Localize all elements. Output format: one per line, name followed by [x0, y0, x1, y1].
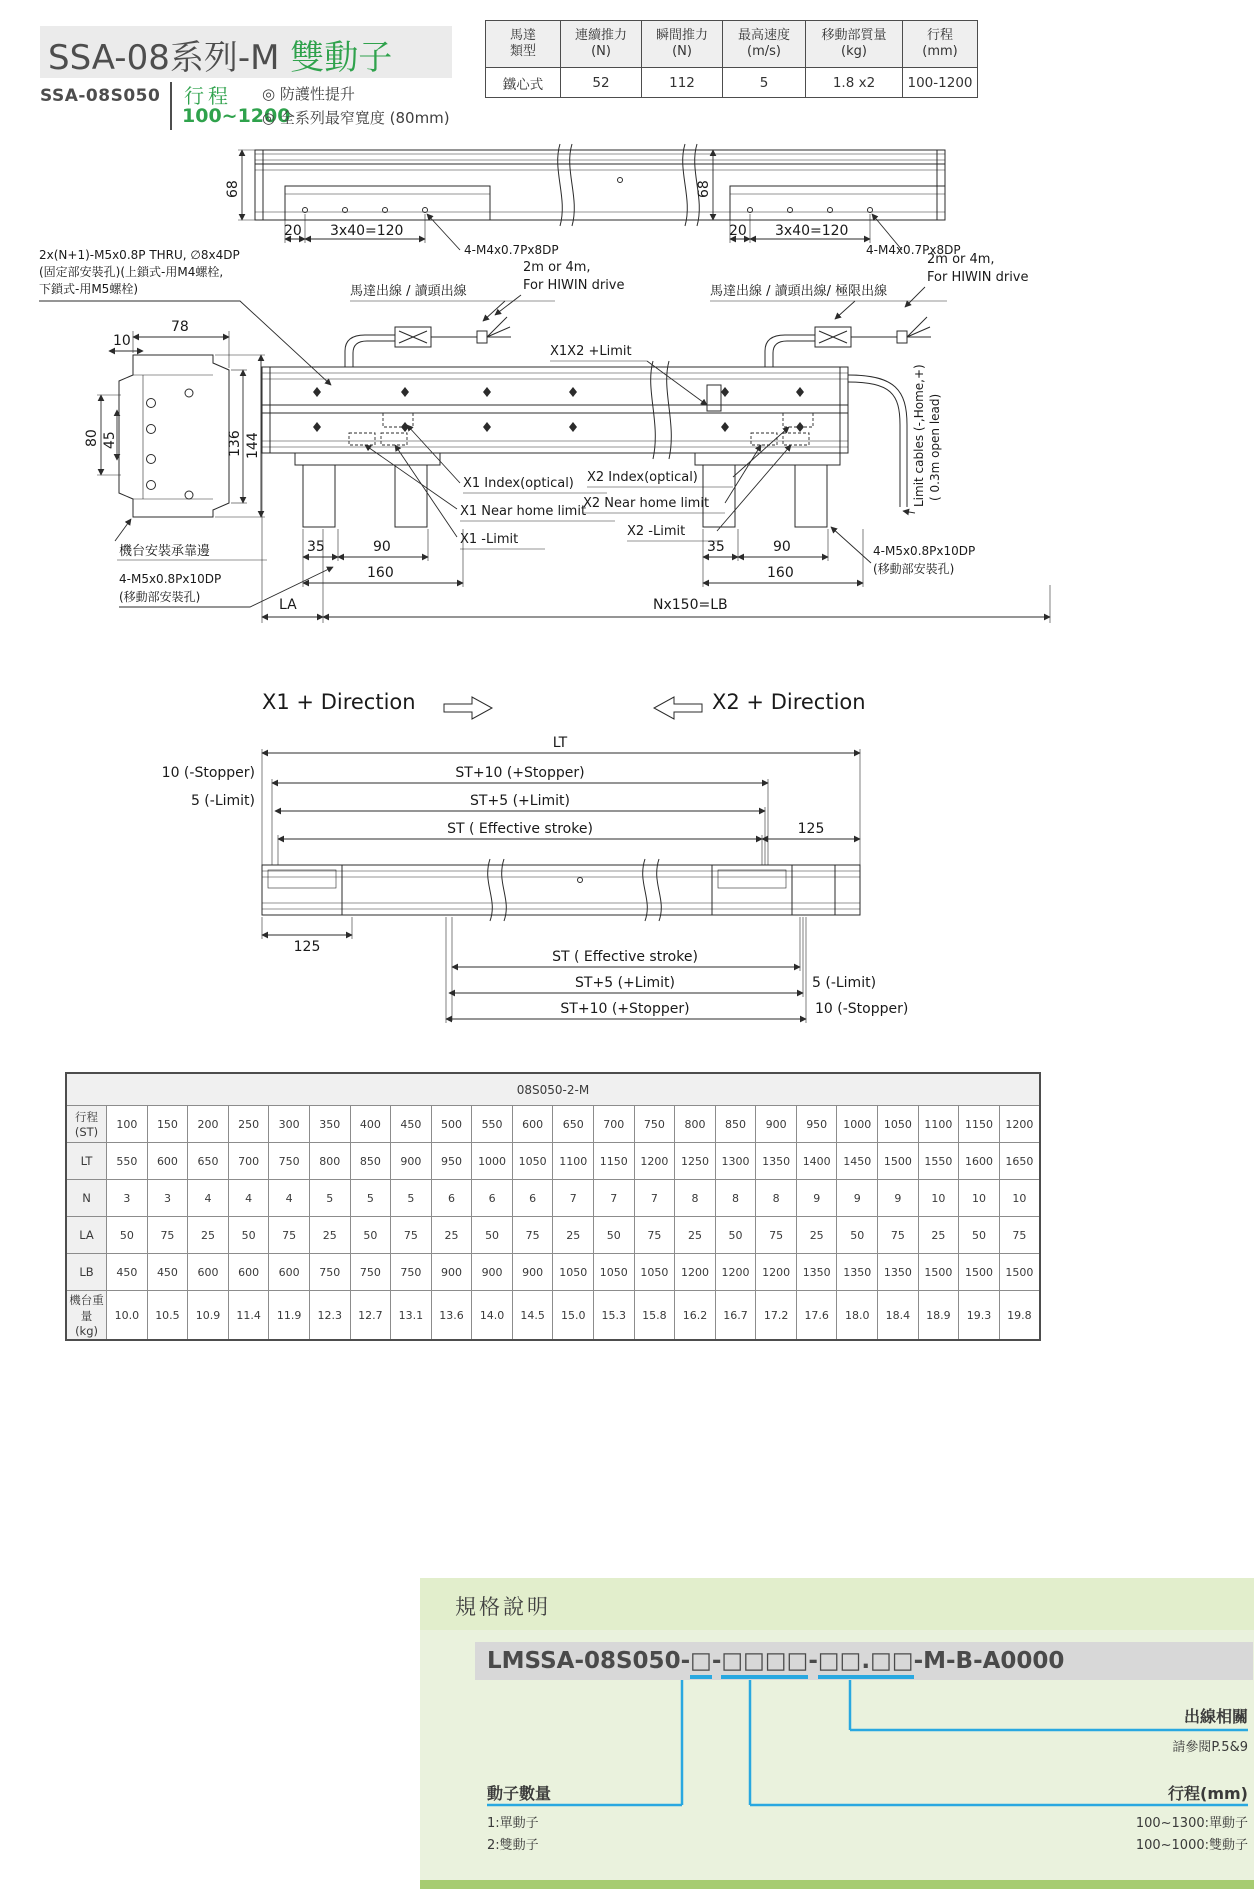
model-code-text: -: [711, 1648, 722, 1674]
table-cell: 900: [756, 1106, 797, 1143]
table-cell: 550: [107, 1143, 148, 1180]
svg-text:ST+10 (+Stopper): ST+10 (+Stopper): [560, 1001, 690, 1017]
cable-option-title: 出線相關: [1183, 1707, 1248, 1726]
svg-text:3x40=120: 3x40=120: [330, 223, 404, 239]
table-cell: 1500: [959, 1254, 1000, 1291]
table-cell: 75: [756, 1217, 797, 1254]
svg-text:144: 144: [245, 432, 261, 459]
table-cell: 75: [878, 1217, 919, 1254]
table-cell: 50: [228, 1217, 269, 1254]
table-cell: 9: [878, 1180, 919, 1217]
cable-assembly-right: [765, 317, 931, 367]
svg-text:ST ( Effective stroke): ST ( Effective stroke): [447, 821, 593, 837]
svg-text:X2 Index(optical): X2 Index(optical): [587, 470, 698, 485]
dimension-table-body: [66, 1106, 1040, 1341]
svg-text:Limit cables (-,Home,+): Limit cables (-,Home,+): [912, 364, 926, 507]
table-cell: 1500: [918, 1254, 959, 1291]
table-cell: 600: [147, 1143, 188, 1180]
series-suffix: 雙動子: [290, 38, 393, 78]
table-cell: 50: [472, 1217, 513, 1254]
svg-text:125: 125: [293, 939, 321, 955]
table-cell: 18.9: [918, 1291, 959, 1341]
table-cell: 7: [553, 1180, 594, 1217]
svg-text:Nx150=LB: Nx150=LB: [653, 597, 728, 613]
table-cell: 4: [188, 1180, 229, 1217]
table-cell: 19.8: [999, 1291, 1040, 1341]
table-cell: 1350: [837, 1254, 878, 1291]
dim-125-left: [262, 917, 352, 955]
model-name: SSA-08S050: [40, 86, 161, 106]
svg-text:20: 20: [729, 223, 747, 239]
stroke-diagram: [100, 735, 1100, 1035]
sensor-dims-right: [703, 529, 863, 587]
table-cell: 1100: [918, 1106, 959, 1143]
svg-text:20: 20: [284, 223, 302, 239]
stroke-option-title: 行程(mm): [1168, 1784, 1248, 1803]
spec-panel: [420, 1578, 1254, 1889]
table-cell: 1400: [796, 1143, 837, 1180]
spec-header-mover-mass: 移動部質量 (kg): [806, 21, 903, 68]
table-cell: 950: [796, 1106, 837, 1143]
table-cell: 1100: [553, 1143, 594, 1180]
rail-outline: [255, 150, 945, 220]
table-cell: 14.0: [472, 1291, 513, 1341]
table-cell: 25: [431, 1217, 472, 1254]
table-cell: 12.3: [309, 1291, 350, 1341]
spec-max-speed: 5: [723, 68, 806, 98]
svg-text:160: 160: [767, 565, 794, 581]
feature-bullet-1: ◎ 防護性提升: [262, 85, 355, 103]
table-cell: 850: [715, 1106, 756, 1143]
table-cell: 850: [350, 1143, 391, 1180]
table-cell: 750: [269, 1143, 310, 1180]
table-cell: 50: [715, 1217, 756, 1254]
effective-dim-top: [278, 821, 762, 865]
table-cell: 17.2: [756, 1291, 797, 1341]
limit-cable-right: [848, 364, 942, 513]
table-cell: 15.8: [634, 1291, 675, 1341]
table-cell: 250: [228, 1106, 269, 1143]
svg-text:125: 125: [797, 821, 825, 837]
table-cell: 7: [634, 1180, 675, 1217]
model-code-box-segment: □□□□: [721, 1648, 808, 1679]
sensor-dims-left: [303, 529, 463, 587]
table-cell: 350: [309, 1106, 350, 1143]
mover-right: [695, 453, 840, 527]
stroke-option-1: 100~1300:單動子: [1135, 1816, 1248, 1831]
table-cell: 11.9: [269, 1291, 310, 1341]
x2-sensor-labels: [583, 427, 791, 541]
table-cell: 1350: [796, 1254, 837, 1291]
carriage-left: [285, 186, 490, 220]
table-cell: 25: [796, 1217, 837, 1254]
mover-count-title: 動子數量: [487, 1784, 552, 1803]
table-row: [66, 1180, 1040, 1217]
height-dim-left: [225, 150, 257, 220]
rail-body: [262, 361, 848, 459]
spec-header-row: [486, 21, 978, 68]
table-cell: 4: [269, 1180, 310, 1217]
table-cell: 1250: [675, 1143, 716, 1180]
svg-text:For HIWIN drive: For HIWIN drive: [523, 278, 625, 293]
svg-text:(移動部安裝孔): (移動部安裝孔): [873, 562, 955, 576]
table-cell: 50: [107, 1217, 148, 1254]
svg-text:78: 78: [171, 319, 189, 335]
table-cell: 1350: [878, 1254, 919, 1291]
table-row: [66, 1291, 1040, 1341]
table-cell: 10: [999, 1180, 1040, 1217]
svg-text:X1 Index(optical): X1 Index(optical): [463, 476, 574, 491]
x1-direction-arrow-icon: [444, 696, 494, 720]
model-code-text: LMSSA-08S050-: [487, 1648, 691, 1674]
table-cell: 25: [553, 1217, 594, 1254]
table-cell: 1150: [594, 1143, 635, 1180]
table-cell: 750: [350, 1254, 391, 1291]
section-profile: [119, 355, 229, 517]
table-cell: 1500: [878, 1143, 919, 1180]
table-cell: 50: [594, 1217, 635, 1254]
table-cell: 1000: [472, 1143, 513, 1180]
svg-text:10: 10: [113, 333, 131, 349]
row-label: LB: [66, 1254, 107, 1291]
height-dim-right: [696, 150, 728, 220]
table-cell: 600: [228, 1254, 269, 1291]
dimension-table: [65, 1072, 1041, 1341]
row-label: 行程 (ST): [66, 1106, 107, 1143]
table-cell: 300: [269, 1106, 310, 1143]
table-cell: 450: [391, 1106, 432, 1143]
spec-panel-title: 規格說明: [455, 1595, 551, 1619]
spec-table: [485, 20, 978, 98]
table-cell: 750: [309, 1254, 350, 1291]
table-cell: 8: [715, 1180, 756, 1217]
table-cell: 1450: [837, 1143, 878, 1180]
svg-text:5 (-Limit): 5 (-Limit): [812, 975, 877, 991]
svg-text:10 (-Stopper): 10 (-Stopper): [815, 1001, 909, 1017]
stopper-dim-top: [162, 765, 768, 865]
svg-text:35: 35: [307, 539, 325, 555]
svg-text:LT: LT: [552, 735, 568, 751]
svg-text:80: 80: [84, 429, 100, 447]
table-cell: 3: [147, 1180, 188, 1217]
row-label: LT: [66, 1143, 107, 1180]
svg-text:3x40=120: 3x40=120: [775, 223, 849, 239]
svg-text:X2 -Limit: X2 -Limit: [627, 524, 686, 539]
cable-option-note: 請參閱P.5&9: [1172, 1740, 1248, 1755]
dimension-table-title: 08S050-2-M: [66, 1073, 1040, 1106]
break-lines: [558, 144, 700, 226]
table-cell: 75: [391, 1217, 432, 1254]
svg-text:ST+5 (+Limit): ST+5 (+Limit): [575, 975, 675, 991]
table-cell: 3: [107, 1180, 148, 1217]
svg-text:4-M4x0.7Px8DP: 4-M4x0.7Px8DP: [866, 243, 961, 257]
x2-direction-label: X2 + Direction: [712, 690, 866, 714]
svg-text:4-M4x0.7Px8DP: 4-M4x0.7Px8DP: [464, 243, 559, 257]
table-cell: 25: [188, 1217, 229, 1254]
table-cell: 19.3: [959, 1291, 1000, 1341]
svg-text:2x(N+1)-M5x0.8P THRU, ∅8x4DP: 2x(N+1)-M5x0.8P THRU, ∅8x4DP: [39, 248, 240, 262]
table-cell: 6: [512, 1180, 553, 1217]
svg-text:( 0.3m open lead): ( 0.3m open lead): [928, 393, 942, 501]
x1-sensor-labels: [365, 425, 615, 549]
table-cell: 75: [999, 1217, 1040, 1254]
table-cell: 10: [918, 1180, 959, 1217]
table-cell: 8: [675, 1180, 716, 1217]
sensors-x2: [751, 413, 813, 445]
spec-mover-mass: 1.8 x2: [806, 68, 903, 98]
svg-text:35: 35: [707, 539, 725, 555]
model-code-box-segment: □: [690, 1648, 712, 1679]
x2-direction-arrow-icon: [652, 696, 702, 720]
table-cell: 550: [472, 1106, 513, 1143]
spec-header-stroke: 行程 (mm): [903, 21, 978, 68]
table-cell: 700: [594, 1106, 635, 1143]
table-cell: 700: [228, 1143, 269, 1180]
table-cell: 6: [431, 1180, 472, 1217]
table-cell: 18.4: [878, 1291, 919, 1341]
svg-text:馬達出線 / 讀頭出線: 馬達出線 / 讀頭出線: [350, 284, 467, 299]
spec-cont-force: 52: [561, 68, 642, 98]
table-cell: 950: [431, 1143, 472, 1180]
table-cell: 10.9: [188, 1291, 229, 1341]
table-cell: 150: [147, 1106, 188, 1143]
table-cell: 800: [309, 1143, 350, 1180]
table-cell: 50: [837, 1217, 878, 1254]
model-code-text: -M-B-A0000: [913, 1648, 1065, 1674]
svg-text:160: 160: [367, 565, 394, 581]
svg-text:5 (-Limit): 5 (-Limit): [190, 793, 255, 809]
svg-text:下鎖式-用M5螺栓): 下鎖式-用M5螺栓): [39, 282, 139, 296]
table-cell: 25: [675, 1217, 716, 1254]
top-view-drawing: [225, 140, 961, 258]
spec-stroke: 100-1200: [903, 68, 978, 98]
svg-text:2m or 4m,: 2m or 4m,: [927, 252, 995, 267]
table-cell: 800: [675, 1106, 716, 1143]
table-cell: 750: [391, 1254, 432, 1291]
table-cell: 500: [431, 1106, 472, 1143]
table-cell: 100: [107, 1106, 148, 1143]
svg-text:4-M5x0.8Px10DP: 4-M5x0.8Px10DP: [119, 572, 222, 586]
table-cell: 75: [269, 1217, 310, 1254]
table-cell: 1650: [999, 1143, 1040, 1180]
table-cell: 1050: [878, 1106, 919, 1143]
svg-text:ST ( Effective stroke): ST ( Effective stroke): [552, 949, 698, 965]
table-cell: 11.4: [228, 1291, 269, 1341]
spec-header-motor-type: 馬達 類型: [486, 21, 561, 68]
table-cell: 13.6: [431, 1291, 472, 1341]
table-cell: 1550: [918, 1143, 959, 1180]
table-cell: 5: [391, 1180, 432, 1217]
model-code-text: -: [808, 1648, 818, 1674]
table-cell: 1200: [675, 1254, 716, 1291]
stopper-dim-bottom: [446, 917, 908, 1023]
table-cell: 1050: [594, 1254, 635, 1291]
table-cell: 10.5: [147, 1291, 188, 1341]
table-cell: 600: [512, 1106, 553, 1143]
svg-text:45: 45: [102, 431, 118, 449]
table-row: [66, 1106, 1040, 1143]
table-cell: 1600: [959, 1143, 1000, 1180]
svg-text:ST+5 (+Limit): ST+5 (+Limit): [470, 793, 570, 809]
table-cell: 1300: [715, 1143, 756, 1180]
table-cell: 1050: [512, 1143, 553, 1180]
table-cell: 6: [472, 1180, 513, 1217]
table-cell: 650: [188, 1143, 229, 1180]
table-cell: 75: [512, 1217, 553, 1254]
table-cell: 200: [188, 1106, 229, 1143]
table-cell: 600: [269, 1254, 310, 1291]
table-cell: 25: [918, 1217, 959, 1254]
table-cell: 1200: [999, 1106, 1040, 1143]
spec-motor-type: 鐵心式: [486, 68, 561, 98]
table-cell: 1350: [756, 1143, 797, 1180]
side-view-drawing: [255, 252, 1254, 685]
mover-count-option-1: 1:單動子: [487, 1816, 539, 1831]
x1-direction-label: X1 + Direction: [262, 690, 416, 714]
table-cell: 5: [350, 1180, 391, 1217]
table-row: [66, 1143, 1040, 1180]
table-cell: 10.0: [107, 1291, 148, 1341]
table-cell: 25: [309, 1217, 350, 1254]
series-title: SSA-08系列-M: [48, 38, 280, 78]
svg-text:X1 -Limit: X1 -Limit: [460, 532, 519, 547]
table-cell: 650: [553, 1106, 594, 1143]
stroke-range: 100~1200: [182, 105, 291, 127]
page-title: [48, 30, 392, 79]
section-dims: [84, 319, 265, 517]
rail-hole-markers: [313, 387, 804, 432]
spec-header-cont-force: 連續推力 (N): [561, 21, 642, 68]
table-cell: 600: [188, 1254, 229, 1291]
spec-header-peak-force: 瞬間推力 (N): [642, 21, 723, 68]
dimension-table-title-row: [66, 1073, 1040, 1106]
mover-mount-note-right: [831, 527, 975, 576]
mover-count-option-2: 2:雙動子: [487, 1838, 539, 1853]
table-cell: 9: [837, 1180, 878, 1217]
svg-text:90: 90: [373, 539, 391, 555]
table-row: [66, 1254, 1040, 1291]
table-cell: 900: [512, 1254, 553, 1291]
table-cell: 900: [472, 1254, 513, 1291]
x1x2-limit-label: [550, 344, 721, 411]
stroke-option-2: 100~1000:雙動子: [1135, 1838, 1248, 1853]
drive-note-right: [905, 252, 1029, 307]
row-label: 機台重量 (kg): [66, 1291, 107, 1341]
cable-assembly-left: [345, 317, 511, 367]
svg-text:10 (-Stopper): 10 (-Stopper): [161, 765, 255, 781]
svg-text:136: 136: [227, 430, 243, 457]
carriage-right: [730, 186, 945, 220]
table-cell: 7: [594, 1180, 635, 1217]
drive-note-left: [495, 260, 625, 315]
svg-text:機台安裝承靠邊: 機台安裝承靠邊: [119, 544, 211, 559]
table-cell: 16.7: [715, 1291, 756, 1341]
table-cell: 1200: [756, 1254, 797, 1291]
row-label: N: [66, 1180, 107, 1217]
table-cell: 75: [634, 1217, 675, 1254]
table-cell: 13.1: [391, 1291, 432, 1341]
spec-value-row: [486, 68, 978, 98]
table-cell: 15.3: [594, 1291, 635, 1341]
table-cell: 1500: [999, 1254, 1040, 1291]
table-cell: 4: [228, 1180, 269, 1217]
table-row: [66, 1217, 1040, 1254]
table-cell: 1200: [634, 1143, 675, 1180]
table-cell: 10: [959, 1180, 1000, 1217]
table-cell: 900: [391, 1143, 432, 1180]
table-cell: 8: [756, 1180, 797, 1217]
table-cell: 14.5: [512, 1291, 553, 1341]
feature-bullet-2: ◎ 全系列最窄寬度 (80mm): [262, 109, 450, 127]
spec-peak-force: 112: [642, 68, 723, 98]
table-cell: 9: [796, 1180, 837, 1217]
stroke-label: 行程: [184, 84, 232, 108]
model-code-box-segment: □□.□□: [818, 1648, 914, 1679]
table-cell: 50: [350, 1217, 391, 1254]
table-cell: 900: [431, 1254, 472, 1291]
svg-text:(固定部安裝孔)(上鎖式-用M4螺栓,: (固定部安裝孔)(上鎖式-用M4螺栓,: [39, 265, 224, 279]
table-cell: 450: [107, 1254, 148, 1291]
row-label: LA: [66, 1217, 107, 1254]
table-cell: 1000: [837, 1106, 878, 1143]
table-cell: 750: [634, 1106, 675, 1143]
table-cell: 400: [350, 1106, 391, 1143]
table-cell: 12.7: [350, 1291, 391, 1341]
spec-header-max-speed: 最高速度 (m/s): [723, 21, 806, 68]
table-cell: 16.2: [675, 1291, 716, 1341]
svg-text:68: 68: [696, 180, 712, 198]
svg-text:68: 68: [225, 180, 241, 198]
table-cell: 17.6: [796, 1291, 837, 1341]
table-cell: 1050: [634, 1254, 675, 1291]
table-cell: 5: [309, 1180, 350, 1217]
svg-text:X1X2 +Limit: X1X2 +Limit: [550, 344, 632, 359]
dim-125-right: [762, 821, 860, 839]
table-cell: 75: [147, 1217, 188, 1254]
table-cell: 18.0: [837, 1291, 878, 1341]
svg-text:4-M5x0.8Px10DP: 4-M5x0.8Px10DP: [873, 544, 976, 558]
datum-label: [115, 519, 267, 560]
svg-text:X2 Near home limit: X2 Near home limit: [583, 496, 710, 511]
svg-text:LA: LA: [279, 597, 297, 613]
svg-text:(移動部安裝孔): (移動部安裝孔): [119, 590, 201, 604]
header-divider: [170, 82, 172, 130]
stroke-rail: [262, 859, 860, 921]
svg-text:For HIWIN drive: For HIWIN drive: [927, 270, 1029, 285]
svg-text:馬達出線 / 讀頭出線/ 極限出線: 馬達出線 / 讀頭出線/ 極限出線: [710, 284, 888, 299]
table-cell: 1150: [959, 1106, 1000, 1143]
svg-text:2m or 4m,: 2m or 4m,: [523, 260, 591, 275]
table-cell: 1200: [715, 1254, 756, 1291]
svg-text:ST+10 (+Stopper): ST+10 (+Stopper): [455, 765, 585, 781]
svg-text:90: 90: [773, 539, 791, 555]
table-cell: 50: [959, 1217, 1000, 1254]
table-cell: 15.0: [553, 1291, 594, 1341]
svg-text:X1 Near home limit: X1 Near home limit: [460, 504, 587, 519]
panel-bottom-bar: [420, 1880, 1254, 1889]
table-cell: 1050: [553, 1254, 594, 1291]
table-cell: 450: [147, 1254, 188, 1291]
mover-left: [295, 453, 440, 527]
